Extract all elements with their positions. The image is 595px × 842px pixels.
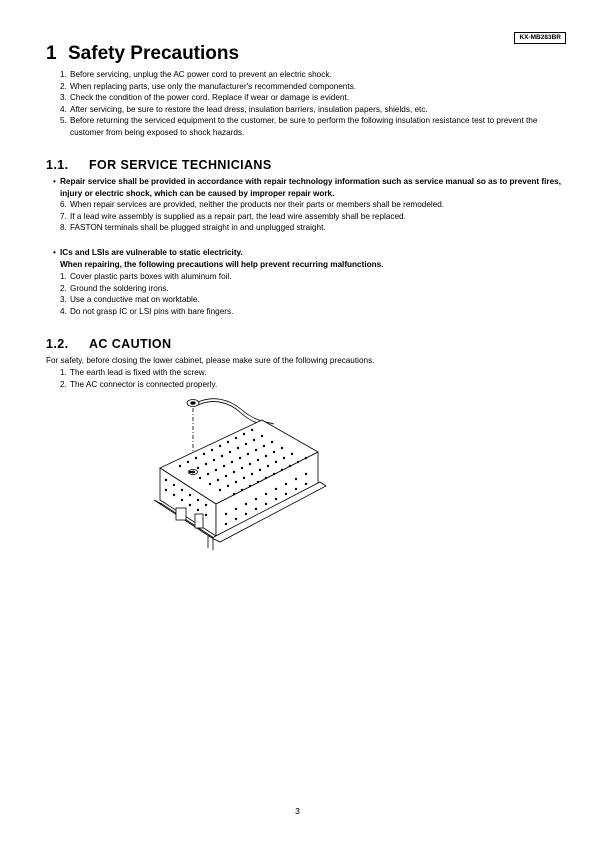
list-item [60,199,570,211]
ac-caution-list [60,367,570,390]
model-number-tag: KX-MB283BR [514,32,566,44]
list-item [60,294,570,306]
list-number: 5. [60,116,67,126]
list-number: 3. [60,93,67,103]
ac-connector [195,514,203,528]
section-heading-service-technicians [46,157,272,173]
list-number: 3. [60,295,67,305]
list-number: 4. [60,104,67,114]
list-number: 7. [60,211,67,221]
list-item [60,283,570,295]
list-number: 4. [60,306,67,316]
list-item [60,104,570,116]
list-number: 8. [60,223,67,233]
bullet-static-electricity [53,247,571,270]
list-text: Do not grasp IC or LSI pins with bare fingers. [70,306,234,316]
list-number: 1. [60,272,67,281]
ac-caution-intro: For safety, before closing the lower cabinet, please make sure of the following precautions. [46,356,375,365]
list-text: Before returning the serviced equipment to the customer, be sure to perform the following insulation resistance test to prevent the customer from being exposed to shock hazards. [70,116,538,137]
list-number: 1. [60,70,67,79]
list-text: When replacing parts, use only the manufacturer's recommended components. [70,81,356,91]
section-number: 1.2. [46,337,69,351]
list-number: 2. [60,81,67,91]
list-text: If a lead wire assembly is supplied as a repair part, the lead wire assembly shall be replaced. [70,211,406,221]
list-text: Ground the soldering irons. [70,283,169,293]
list-item [60,306,570,318]
section-number: 1.1. [46,158,69,172]
bullet-repair-service [53,176,571,199]
list-number: 2. [60,283,67,293]
list-text: FASTON terminals shall be plugged straight in and unplugged straight. [70,223,326,233]
list-item [60,379,570,391]
chapter-title [46,42,239,66]
section-heading-ac-caution [46,336,171,352]
bullet-dot: • [53,177,56,186]
list-text: Use a conductive mat on worktable. [70,295,200,305]
list-item [60,367,570,379]
list-item [60,222,570,234]
list-number: 2. [60,379,67,389]
list-text: Check the condition of the power cord. Replace if wear or damage is evident. [70,93,349,103]
list-item [60,69,570,81]
chapter-title-text: Safety Precautions [68,43,240,64]
connector-tab [176,508,186,520]
section-title-text: AC CAUTION [89,337,172,351]
page-number: 3 [295,806,300,816]
static-precautions-list [60,271,570,317]
bullet-dot: • [53,248,56,257]
list-item [60,92,570,104]
list-text: When repair services are provided, neither the products nor their parts or members shall be remodeled. [70,200,445,209]
bullet-text: Repair service shall be provided in accordance with repair technology information such as service manual so as to prevent fires, injury or electric shock, which can be caused by improper repair work. [60,177,561,198]
list-text: Before servicing, unplug the AC power cord to prevent an electric shock. [70,70,332,79]
power-supply-illustration [150,390,330,555]
list-item [60,81,570,93]
bullet-text-line2: When repairing, the following precautions will help prevent recurring malfunctions. [60,259,384,269]
chapter-number: 1 [46,43,57,64]
list-number: 1. [60,368,67,377]
earth-terminal-hole [191,402,196,405]
list-text: The AC connector is connected properly. [70,379,218,389]
technician-list [60,199,570,234]
list-item [60,115,570,138]
precautions-list [60,69,570,139]
list-item [60,211,570,223]
section-title-text: FOR SERVICE TECHNICIANS [89,158,272,172]
bullet-text: ICs and LSIs are vulnerable to static electricity. [60,248,243,257]
list-text: Cover plastic parts boxes with aluminum foil. [70,272,232,281]
list-text: After servicing, be sure to restore the lead dress, insulation barriers, insulation papers, shields, etc. [70,104,428,114]
list-number: 6. [60,200,67,209]
earth-screw-head [191,471,195,473]
list-text: The earth lead is fixed with the screw. [70,368,207,377]
list-item [60,271,570,283]
